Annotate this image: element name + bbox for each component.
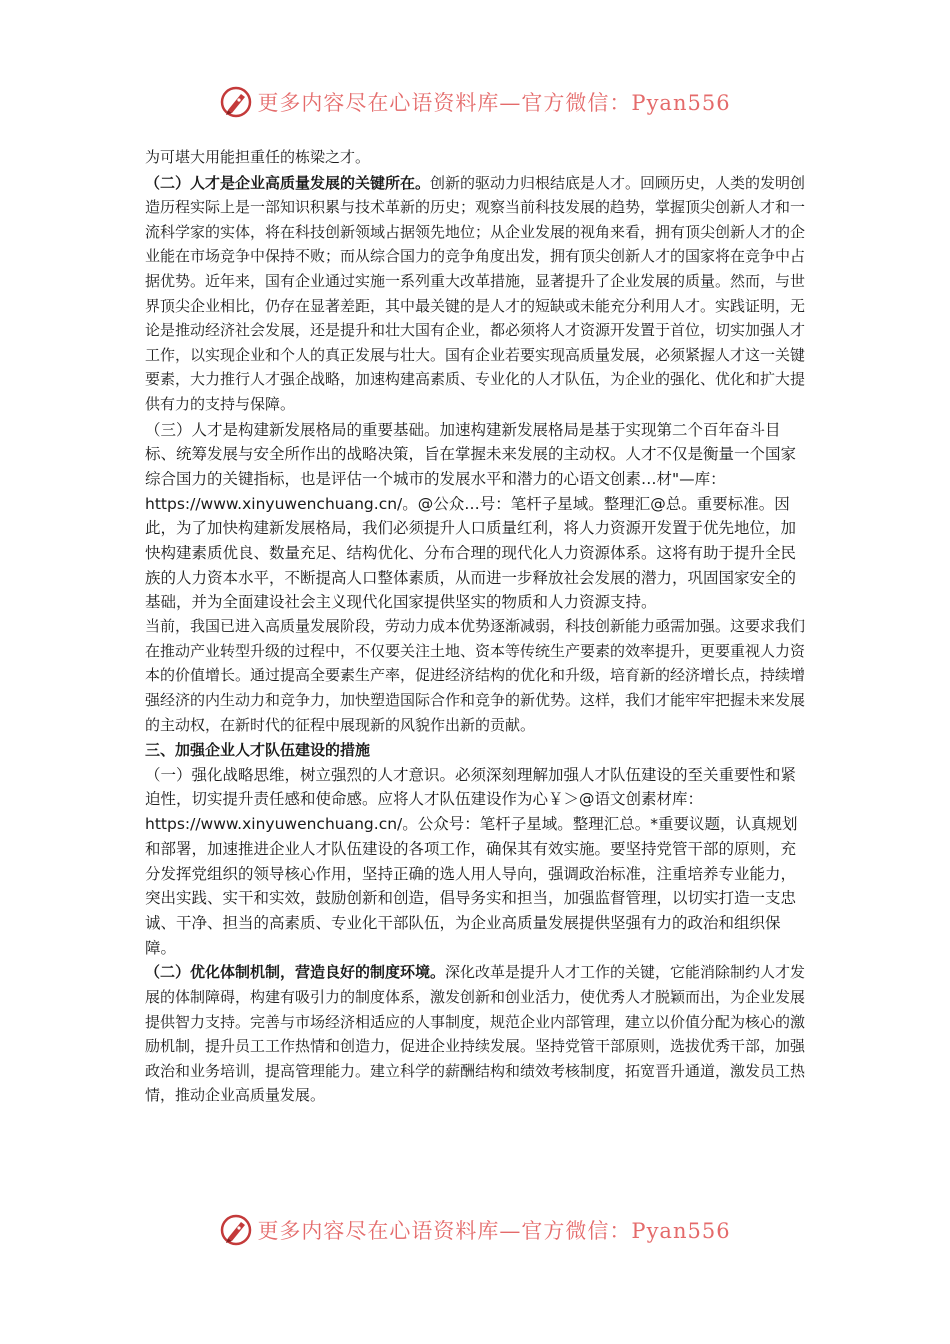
- watermark-banner-bottom: [0, 1208, 950, 1252]
- paragraph-body: 创新的驱动力归根结底是人才。回顾历史，人类的发明创造历程实际上是一部知识积累与技术革新的历史；观察当前科技发展的趋势，掌握顶尖创新人才和一流科学家的实体，将在科技创新领域占据领先地位；从企业发展的视角来看，拥有顶尖创新人才的企业能在市场竞争中保持不败；而从综合国力的竞争角度出发，拥有顶尖创新人才的国家将在竞争中占据优势。近年来，国有企业通过实施一系列重大改革措施，显著提升了企业发展的质量。然而，与世界顶尖企业相比，仍存在显著差距，其中最关键的是人才的短缺或未能充分利用人才。实践证明，无论是推动经济社会发展，还是提升和壮大国有企业，都必须将人才资源开发置于首位，切实加强人才工作，以实现企业和个人的真正发展与壮大。国有企业若要实现高质量发展，必须紧握人才这一关键要素，大力推行人才强企战略，加速构建高素质、专业化的人才队伍，为企业的强化、优化和扩大提供有力的支持与保障。: [145, 175, 806, 413]
- paragraph-continuation: 为可堪大用能担重任的栋梁之才。: [145, 150, 371, 166]
- paragraph-body: 深化改革是提升人才工作的关键，它能消除制约人才发展的体制障碍，构建有吸引力的制度体系，激发创新和创业活力，使优秀人才脱颖而出，为企业发展提供智力支持。完善与市场经济相适应的人事制度，规范企业内部管理，建立以价值分配为核心的激励机制，提升员工工作热情和创造力，促进企业持续发展。坚持党管干部原则，选拔优秀干部，加强政治和业务培训，提高管理能力。建立科学的薪酬结构和绩效考核制度，拓宽晋升通道，激发员工热情，推动企业高质量发展。: [145, 965, 806, 1105]
- watermark-banner-top: [0, 80, 950, 124]
- pen-nib-logo-icon: [219, 85, 253, 119]
- watermark-text: 更多内容尽在心语资料库—官方微信：Pyan556: [257, 1219, 731, 1243]
- paragraph-new-development-pattern: （三）人才是构建新发展格局的重要基础。加速构建新发展格局是基于实现第二个百年奋斗目标、统筹发展与安全所作出的战略决策，旨在掌握未来发展的主动权。人才不仅是衡量一个国家综合国力的关键指标，也是评估一个城市的发展水平和潜力的心语文创素…材"—库：https://www.xinyuwenchuang.cn/。@公众…号：笔杆子星域。整理汇@总。重要标准。因此，为了加快构建新发展格局，我们必须提升人口质量红利，将人力资源开发置于优先地位，加快构建素质优良、数量充足、结构优化、分布合理的现代化人力资源体系。这将有助于提升全民族的人力资本水平，不断提高人口整体素质，从而进一步释放社会发展的潜力，巩固国家安全的基础，并为全面建设社会主义现代化国家提供坚实的物质和人力资源支持。: [145, 420, 797, 612]
- paragraph-talent-quality-development: [145, 171, 810, 418]
- pen-nib-logo-icon: [219, 1213, 253, 1247]
- paragraph-lead: （二）人才是企业高质量发展的关键所在。: [145, 173, 431, 192]
- document-body: [145, 146, 810, 1109]
- watermark-text: 更多内容尽在心语资料库—官方微信：Pyan556: [257, 91, 731, 115]
- paragraph-strategic-thinking: （一）强化战略思维，树立强烈的人才意识。必须深刻理解加强人才队伍建设的至关重要性和紧迫性，切实提升责任感和使命感。应将人才队伍建设作为心￥＞@语文创素材库：https://www.xinyuwenchuang.cn/。公众号：笔杆子星域。整理汇总。*重要议题，认真规划和部署，加速推进企业人才队伍建设的各项工作，确保其有效实施。要坚持党管干部的原则，充分发挥党组织的领导核心作用，坚持正确的选人用人导向，强调政治标准，注重培养专业能力，突出实践、实干和实效，鼓励创新和创造，倡导务实和担当，加强监督管理，以切实打造一支忠诚、干净、担当的高素质、专业化干部队伍，为企业高质量发展提供坚强有力的政治和组织保障。: [145, 765, 798, 957]
- section-heading: 三、加强企业人才队伍建设的措施: [145, 741, 371, 760]
- paragraph-lead: （二）优化体制机制，营造良好的制度环境。: [145, 963, 446, 982]
- paragraph-current-stage: 当前，我国已进入高质量发展阶段，劳动力成本优势逐渐减弱，科技创新能力亟需加强。这要求我们在推动产业转型升级的过程中，不仅要关注土地、资本等传统生产要素的效率提升，更要重视人力资本的价值增长。通过提高全要素生产率，促进经济结构的优化和升级，培育新的经济增长点，持续增强经济的内生动力和竞争力，加快塑造国际合作和竞争的新优势。这样，我们才能牢牢把握未来发展的主动权，在新时代的征程中展现新的风貌作出新的贡献。: [145, 619, 806, 734]
- paragraph-institutional-mechanism: [145, 960, 810, 1109]
